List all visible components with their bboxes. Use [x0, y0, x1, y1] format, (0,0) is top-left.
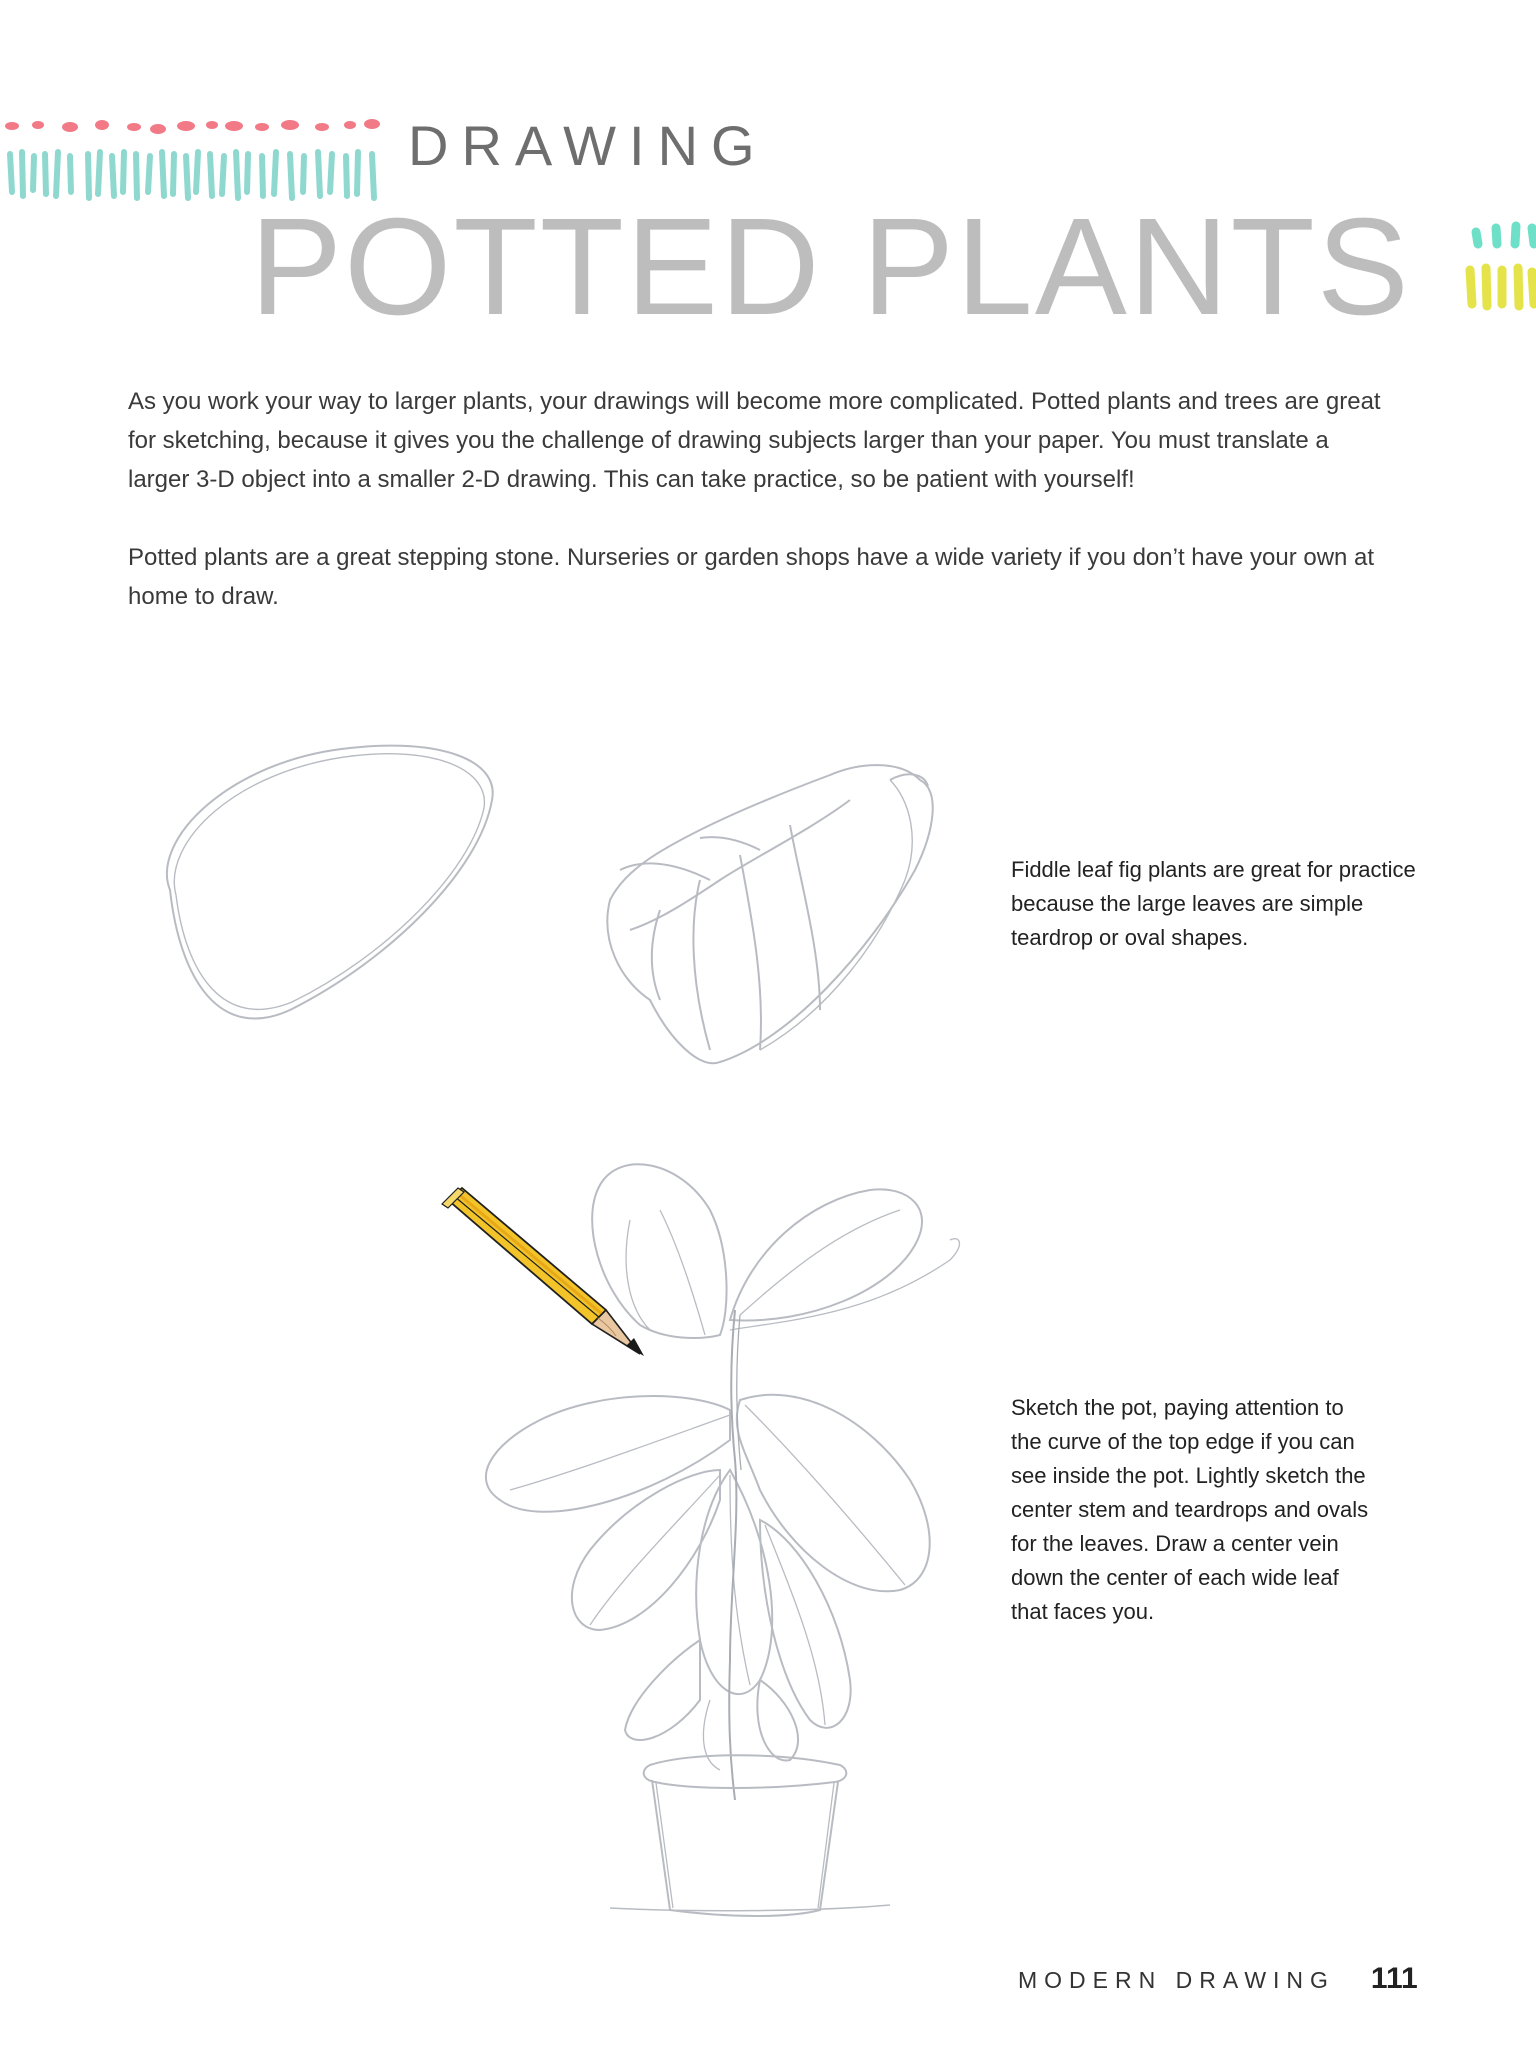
intro-paragraph-2: Potted plants are a great stepping stone. Nurseries or garden shops have a wide variety if you don’t have your own at home to draw.: [128, 544, 1375, 610]
plant-stem: [729, 1310, 741, 1800]
section-kicker: DRAWING: [408, 114, 768, 177]
intro-text: [128, 382, 1390, 655]
plant-leaves: [486, 1164, 960, 1770]
pencil-icon: [442, 1188, 644, 1356]
pot: [610, 1755, 890, 1916]
pink-dots: [5, 119, 380, 134]
running-footer-title: MODERN DRAWING: [1018, 1967, 1335, 1993]
mint-strokes: [1476, 226, 1534, 244]
page-title: POTTED PLANTS: [250, 190, 1411, 344]
potted-plant-sketch: [430, 1140, 990, 1930]
oval-leaf-sketch: [140, 730, 510, 1030]
page-number: 111: [1370, 1962, 1418, 1995]
yellow-strokes: [1470, 268, 1534, 306]
caption-plant-sketch: Sketch the pot, paying attention to the curve of the top edge if you can see inside the pot. Lightly sketch the center stem and teardrops and ovals for the leaves. Draw a center vein down the center of each wide leaf that faces you.: [1011, 1395, 1369, 1624]
intro-paragraph-1: As you work your way to larger plants, your drawings will become more complicated. Potted plants and trees are great for sketching, because it gives you the challenge of drawing subjects larger than your paper. You must translate a larger 3-D object into a smaller 2-D drawing. This can take practice, so be patient with yourself!: [128, 388, 1381, 493]
decorative-brush-marks-right: [1460, 218, 1536, 318]
caption-leaf-shapes: Fiddle leaf fig plants are great for practice because the large leaves are simple teardrop or oval shapes.: [1011, 857, 1416, 950]
page-footer: [1018, 1962, 1418, 1996]
teardrop-leaf-sketch: [590, 750, 950, 1080]
